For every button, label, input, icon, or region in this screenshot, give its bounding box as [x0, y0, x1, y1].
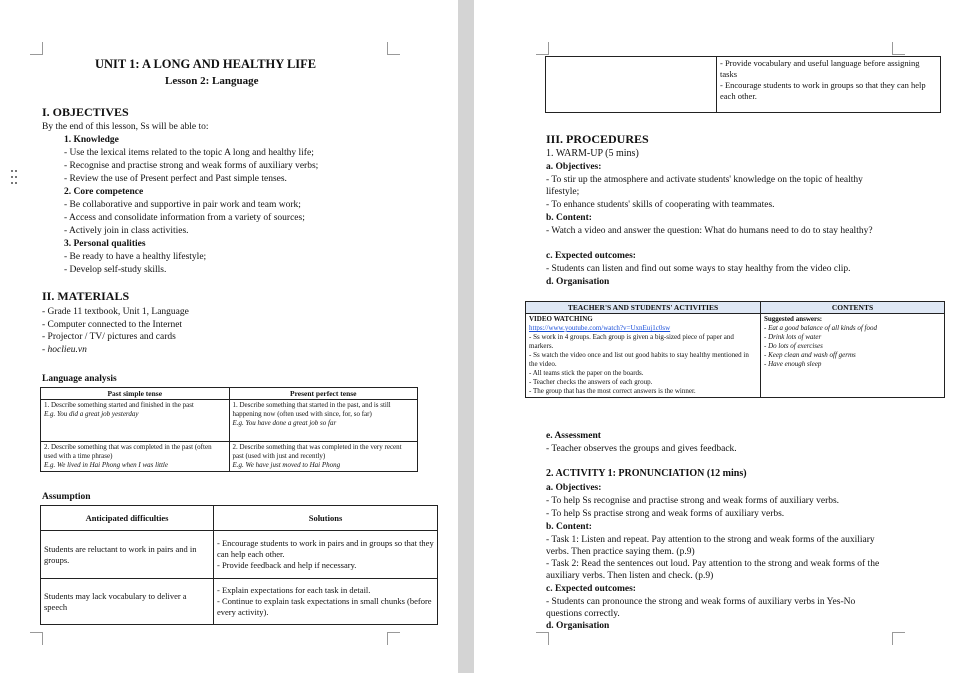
- table-cell-example: E.g. We have just moved to Hai Phong: [232, 461, 341, 469]
- table-cell-text: 1. Describe something that started in the past, and is still happening now (often used with since, for, so far): [232, 401, 391, 418]
- lesson-subtitle: Lesson 2: Language: [165, 75, 259, 87]
- warmup-expected-heading: c. Expected outcomes:: [546, 251, 636, 261]
- table-row: [546, 57, 941, 113]
- table-cell-example: E.g. You did a great job yesterday: [44, 410, 139, 418]
- warmup-heading: 1. WARM-UP (5 mins): [546, 148, 639, 159]
- crop-mark: [30, 42, 43, 55]
- table-header: Present perfect tense: [229, 388, 418, 400]
- video-link[interactable]: https://www.youtube.com/watch?v=UxnEuj1c0sw: [529, 324, 671, 332]
- core-item: - Actively join in class activities.: [64, 226, 189, 236]
- activity-title: VIDEO WATCHING: [529, 315, 593, 323]
- table-cell-text: 2. Describe something that was completed in the very recent past (used with just and recently): [232, 443, 402, 460]
- table-row: [41, 579, 438, 625]
- procedures-table: [525, 301, 945, 398]
- knowledge-heading: 1. Knowledge: [64, 135, 119, 145]
- table-cell-text: - Encourage students to work in groups so that they can help each other.: [720, 80, 926, 101]
- table-cell-text: Students may lack vocabulary to deliver a speech: [41, 579, 214, 625]
- warmup-content: - Watch a video and answer the question: What do humans need to do to stay healthy?: [546, 226, 873, 236]
- activity-step: - The group that has the most correct answers is the winner.: [529, 387, 696, 395]
- activity-step: - Teacher checks the answers of each group.: [529, 378, 653, 386]
- personal-qualities-heading: 3. Personal qualities: [64, 239, 146, 249]
- materials-heading: II. MATERIALS: [42, 289, 130, 303]
- warmup-expected: - Students can listen and find out some ways to stay healthy from the video clip.: [546, 264, 851, 274]
- activity1-objective: - To help Ss recognise and practise strong and weak forms of auxiliary verbs.: [546, 496, 840, 506]
- unit-title: UNIT 1: A LONG AND HEALTHY LIFE: [95, 57, 317, 71]
- table-header: Past simple tense: [41, 388, 230, 400]
- activity1-task: - Task 1: Listen and repeat. Pay attention to the strong and weak forms of the auxiliary verbs. Then practice saying them. (p.9): [546, 535, 875, 557]
- table-cell-text: - Encourage students to work in pairs and in groups so that they can help each other.: [217, 538, 434, 559]
- core-competence-heading: 2. Core competence: [64, 187, 144, 197]
- activity1-task: - Task 2: Read the sentences out loud. Pay attention to the strong and weak forms of the auxiliary verbs. Then listen and check. (p.9): [546, 559, 880, 581]
- core-item: - Access and consolidate information from a variety of sources;: [64, 213, 305, 223]
- table-header: CONTENTS: [761, 302, 945, 314]
- personal-item: - Develop self-study skills.: [64, 265, 167, 275]
- table-row: [41, 400, 418, 442]
- objectives-heading: I. OBJECTIVES: [42, 105, 129, 119]
- table-header: Anticipated difficulties: [41, 506, 214, 531]
- language-analysis-heading: Language analysis: [42, 374, 117, 384]
- suggested-answer: - Eat a good balance of all kinds of food: [764, 324, 877, 332]
- knowledge-item: - Recognise and practise strong and weak forms of auxiliary verbs;: [64, 161, 319, 171]
- suggested-answer: - Have enough sleep: [764, 360, 822, 368]
- table-cell-text: 2. Describe something that was completed in the past (often used with a time phrase): [44, 443, 212, 460]
- core-item: - Be collaborative and supportive in pair work and team work;: [64, 200, 301, 210]
- activity1-organisation-heading: d. Organisation: [546, 621, 610, 631]
- materials-item: - hoclieu.vn: [42, 345, 87, 355]
- document-page-right: [474, 0, 966, 673]
- crop-mark: [892, 632, 905, 645]
- knowledge-item: - Review the use of Present perfect and Past simple tenses.: [64, 174, 287, 184]
- crop-mark: [387, 42, 400, 55]
- activity1-heading: 2. ACTIVITY 1: PRONUNCIATION (12 mins): [546, 468, 747, 479]
- materials-item: - Projector / TV/ pictures and cards: [42, 332, 176, 342]
- language-analysis-table: [40, 387, 418, 472]
- crop-mark: [387, 632, 400, 645]
- suggested-answer: - Drink lots of water: [764, 333, 822, 341]
- document-page-left: [0, 0, 458, 673]
- objectives-intro: By the end of this lesson, Ss will be able to:: [42, 122, 209, 132]
- materials-item: - Grade 11 textbook, Unit 1, Language: [42, 307, 189, 317]
- assumption-table: [40, 505, 438, 625]
- suggested-answer: - Keep clean and wash off germs: [764, 351, 856, 359]
- knowledge-item: - Use the lexical items related to the topic A long and healthy life;: [64, 148, 314, 158]
- activity-step: - Ss watch the video once and list out good habits to stay healthy mentioned in the video.: [529, 351, 749, 368]
- table-cell-text: 1. Describe something started and finished in the past: [44, 401, 194, 409]
- activity-step: - Ss work in 4 groups. Each group is given a big-sized piece of paper and markers.: [529, 333, 734, 350]
- assumption-table-continued: [545, 56, 941, 113]
- materials-item: - Computer connected to the Internet: [42, 320, 183, 330]
- crop-mark: [892, 42, 905, 55]
- warmup-objective: - To stir up the atmosphere and activate students' knowledge on the topic of healthy lifestyle;: [546, 175, 863, 197]
- crop-mark: [536, 632, 549, 645]
- suggested-answers-heading: Suggested answers:: [764, 315, 823, 323]
- activity1-expected-heading: c. Expected outcomes:: [546, 584, 636, 594]
- table-header: TEACHER'S AND STUDENTS' ACTIVITIES: [526, 302, 761, 314]
- activity1-objectives-heading: a. Objectives:: [546, 483, 602, 493]
- crop-mark: [30, 632, 43, 645]
- activity1-expected: - Students can pronounce the strong and weak forms of auxiliary verbs in Yes-No questions correctly.: [546, 597, 856, 619]
- table-cell-example: E.g. We lived in Hai Phong when I was little: [44, 461, 168, 469]
- drag-handle-icon[interactable]: [10, 168, 18, 186]
- warmup-objectives-heading: a. Objectives:: [546, 162, 602, 172]
- warmup-organisation-heading: d. Organisation: [546, 277, 610, 287]
- activity1-content-heading: b. Content:: [546, 522, 592, 532]
- warmup-content-heading: b. Content:: [546, 213, 592, 223]
- activity-step: - All teams stick the paper on the boards.: [529, 369, 644, 377]
- page-gutter: [458, 0, 474, 673]
- assessment-text: - Teacher observes the groups and gives feedback.: [546, 444, 737, 454]
- assessment-heading: e. Assessment: [546, 431, 601, 441]
- table-cell-text: - Provide vocabulary and useful language before assigning tasks: [720, 58, 920, 79]
- crop-mark: [536, 42, 549, 55]
- suggested-answer: - Do lots of exercises: [764, 342, 823, 350]
- table-cell-example: E.g. You have done a great job so far: [232, 419, 337, 427]
- procedures-heading: III. PROCEDURES: [546, 132, 649, 146]
- table-cell-text: - Continue to explain task expectations in small chunks (before every activity).: [217, 596, 432, 617]
- warmup-objective: - To enhance students' skills of cooperating with teammates.: [546, 200, 775, 210]
- activity1-objective: - To help Ss practise strong and weak forms of auxiliary verbs.: [546, 509, 785, 519]
- table-cell-text: Students are reluctant to work in pairs and in groups.: [41, 531, 214, 579]
- assumption-heading: Assumption: [42, 492, 91, 502]
- table-row: [41, 442, 418, 472]
- personal-item: - Be ready to have a healthy lifestyle;: [64, 252, 207, 262]
- table-cell-empty: [546, 57, 717, 113]
- table-row: [526, 314, 945, 398]
- table-row: [41, 531, 438, 579]
- table-cell-text: - Explain expectations for each task in detail.: [217, 585, 371, 595]
- table-cell-text: - Provide feedback and help if necessary.: [217, 560, 357, 570]
- table-header: Solutions: [214, 506, 438, 531]
